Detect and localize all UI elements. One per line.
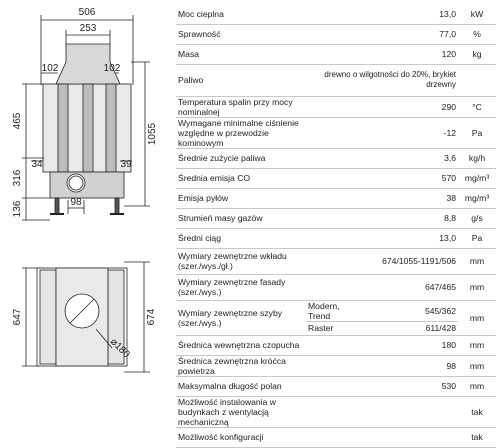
spec-row	[176, 274, 496, 300]
spec-row	[176, 117, 496, 148]
spec-row	[176, 396, 496, 427]
spec-unit: kg/h	[458, 148, 496, 168]
spec-value: 530	[306, 376, 458, 396]
dim-side-right: 39	[120, 159, 132, 170]
spec-label: Wymiary zewnętrzne wkładu (szer./wys./gł.)	[176, 248, 306, 274]
dim-right-hood: 102	[103, 63, 121, 74]
dim-height-right: 1055	[147, 122, 158, 146]
spec-label: Średnia emisja CO	[176, 168, 306, 188]
dim-top-left: 647	[12, 308, 23, 326]
spec-unit: %	[458, 24, 496, 44]
spec-row	[176, 96, 496, 117]
spec-value	[306, 427, 458, 447]
spec-value: 77,0	[306, 24, 458, 44]
spec-value: 290	[306, 96, 458, 117]
spec-row	[176, 4, 496, 24]
spec-label: Maksymalna długość polan	[176, 376, 306, 396]
spec-unit: tak	[458, 396, 496, 427]
spec-label: Średnica wewnętrzna czopucha	[176, 335, 306, 355]
spec-unit: Pa	[458, 228, 496, 248]
dim-lower-height: 316	[12, 169, 23, 187]
spec-unit: mm	[458, 355, 496, 376]
spec-row	[176, 24, 496, 44]
spec-sub-name: Raster	[306, 321, 364, 335]
spec-value: 3,6	[306, 148, 458, 168]
spec-label: Paliwo	[176, 64, 306, 96]
spec-value: 180	[306, 335, 458, 355]
spec-unit: mg/m³	[458, 188, 496, 208]
dim-bottom-height: 136	[12, 200, 23, 218]
spec-row	[176, 188, 496, 208]
spec-value: 647/465	[306, 274, 458, 300]
spec-unit: Pa	[458, 117, 496, 148]
spec-value: 13,0	[306, 4, 458, 24]
spec-unit: kg	[458, 44, 496, 64]
dim-left-hood: 102	[41, 63, 59, 74]
spec-value	[306, 396, 458, 427]
spec-sub-value: 545/362	[364, 300, 458, 321]
technical-drawings	[0, 0, 172, 406]
spec-label: Moc cieplna	[176, 4, 306, 24]
spec-label: Średni ciąg	[176, 228, 306, 248]
spec-unit: kW	[458, 4, 496, 24]
spec-unit: tak	[458, 427, 496, 447]
spec-label: Wymagane minimalne ciśnienie względne w przewodzie kominowym	[176, 117, 306, 148]
dim-side-left: 34	[31, 159, 43, 170]
spec-unit: mm	[458, 248, 496, 274]
spec-row	[176, 248, 496, 274]
spec-sub-value: 611/428	[364, 321, 458, 335]
spec-row	[176, 300, 496, 321]
dim-top-right: 674	[146, 308, 157, 326]
spec-unit: mg/m³	[458, 168, 496, 188]
spec-sub-name: Modern, Trend	[306, 300, 364, 321]
spec-label: Wymiary zewnętrzne fasady (szer./wys.)	[176, 274, 306, 300]
spec-label: Masa	[176, 44, 306, 64]
spec-row	[176, 355, 496, 376]
top-view-drawing	[0, 0, 172, 406]
spec-row	[176, 228, 496, 248]
dim-diameter: ⌀180	[107, 336, 132, 361]
spec-row	[176, 208, 496, 228]
spec-value: 570	[306, 168, 458, 188]
spec-table-body	[176, 4, 496, 447]
spec-value: 674/1055-1191/506	[306, 248, 458, 274]
spec-unit: mm	[458, 376, 496, 396]
spec-value: 120	[306, 44, 458, 64]
spec-label: Emisja pyłów	[176, 188, 306, 208]
spec-row	[176, 168, 496, 188]
spec-label: Średnie zużycie paliwa	[176, 148, 306, 168]
spec-unit: mm	[458, 274, 496, 300]
dim-width-total: 506	[78, 7, 96, 18]
spec-value: 98	[306, 355, 458, 376]
spec-label: Średnica zewnętrzna króćca powietrza	[176, 355, 306, 376]
dim-flue-width: 253	[79, 23, 97, 34]
spec-row	[176, 335, 496, 355]
dim-height-left: 465	[12, 112, 23, 130]
spec-label: Strumień masy gazów	[176, 208, 306, 228]
spec-row	[176, 44, 496, 64]
spec-row	[176, 427, 496, 447]
dim-outlet-width: 98	[70, 197, 82, 208]
spec-label: Wymiary zewnętrzne szyby (szer./wys.)	[176, 300, 306, 335]
spec-row	[176, 148, 496, 168]
spec-label: Możliwość instalowania w budynkach z wentylacją mechaniczną	[176, 396, 306, 427]
spec-label: Temperatura spalin przy mocy nominalnej	[176, 96, 306, 117]
spec-value: -12	[306, 117, 458, 148]
spec-unit	[458, 64, 496, 96]
spec-label: Sprawność	[176, 24, 306, 44]
spec-row	[176, 376, 496, 396]
spec-unit: g/s	[458, 208, 496, 228]
spec-value: drewno o wilgotności do 20%, brykiet drzewny	[306, 64, 458, 96]
spec-value: 38	[306, 188, 458, 208]
spec-value: 13,0	[306, 228, 458, 248]
spec-row	[176, 64, 496, 96]
spec-value: 8,8	[306, 208, 458, 228]
spec-unit: mm	[458, 300, 496, 335]
spec-label: Możliwość konfiguracji	[176, 427, 306, 447]
spec-table	[176, 4, 496, 448]
spec-unit: mm	[458, 335, 496, 355]
spec-unit: °C	[458, 96, 496, 117]
